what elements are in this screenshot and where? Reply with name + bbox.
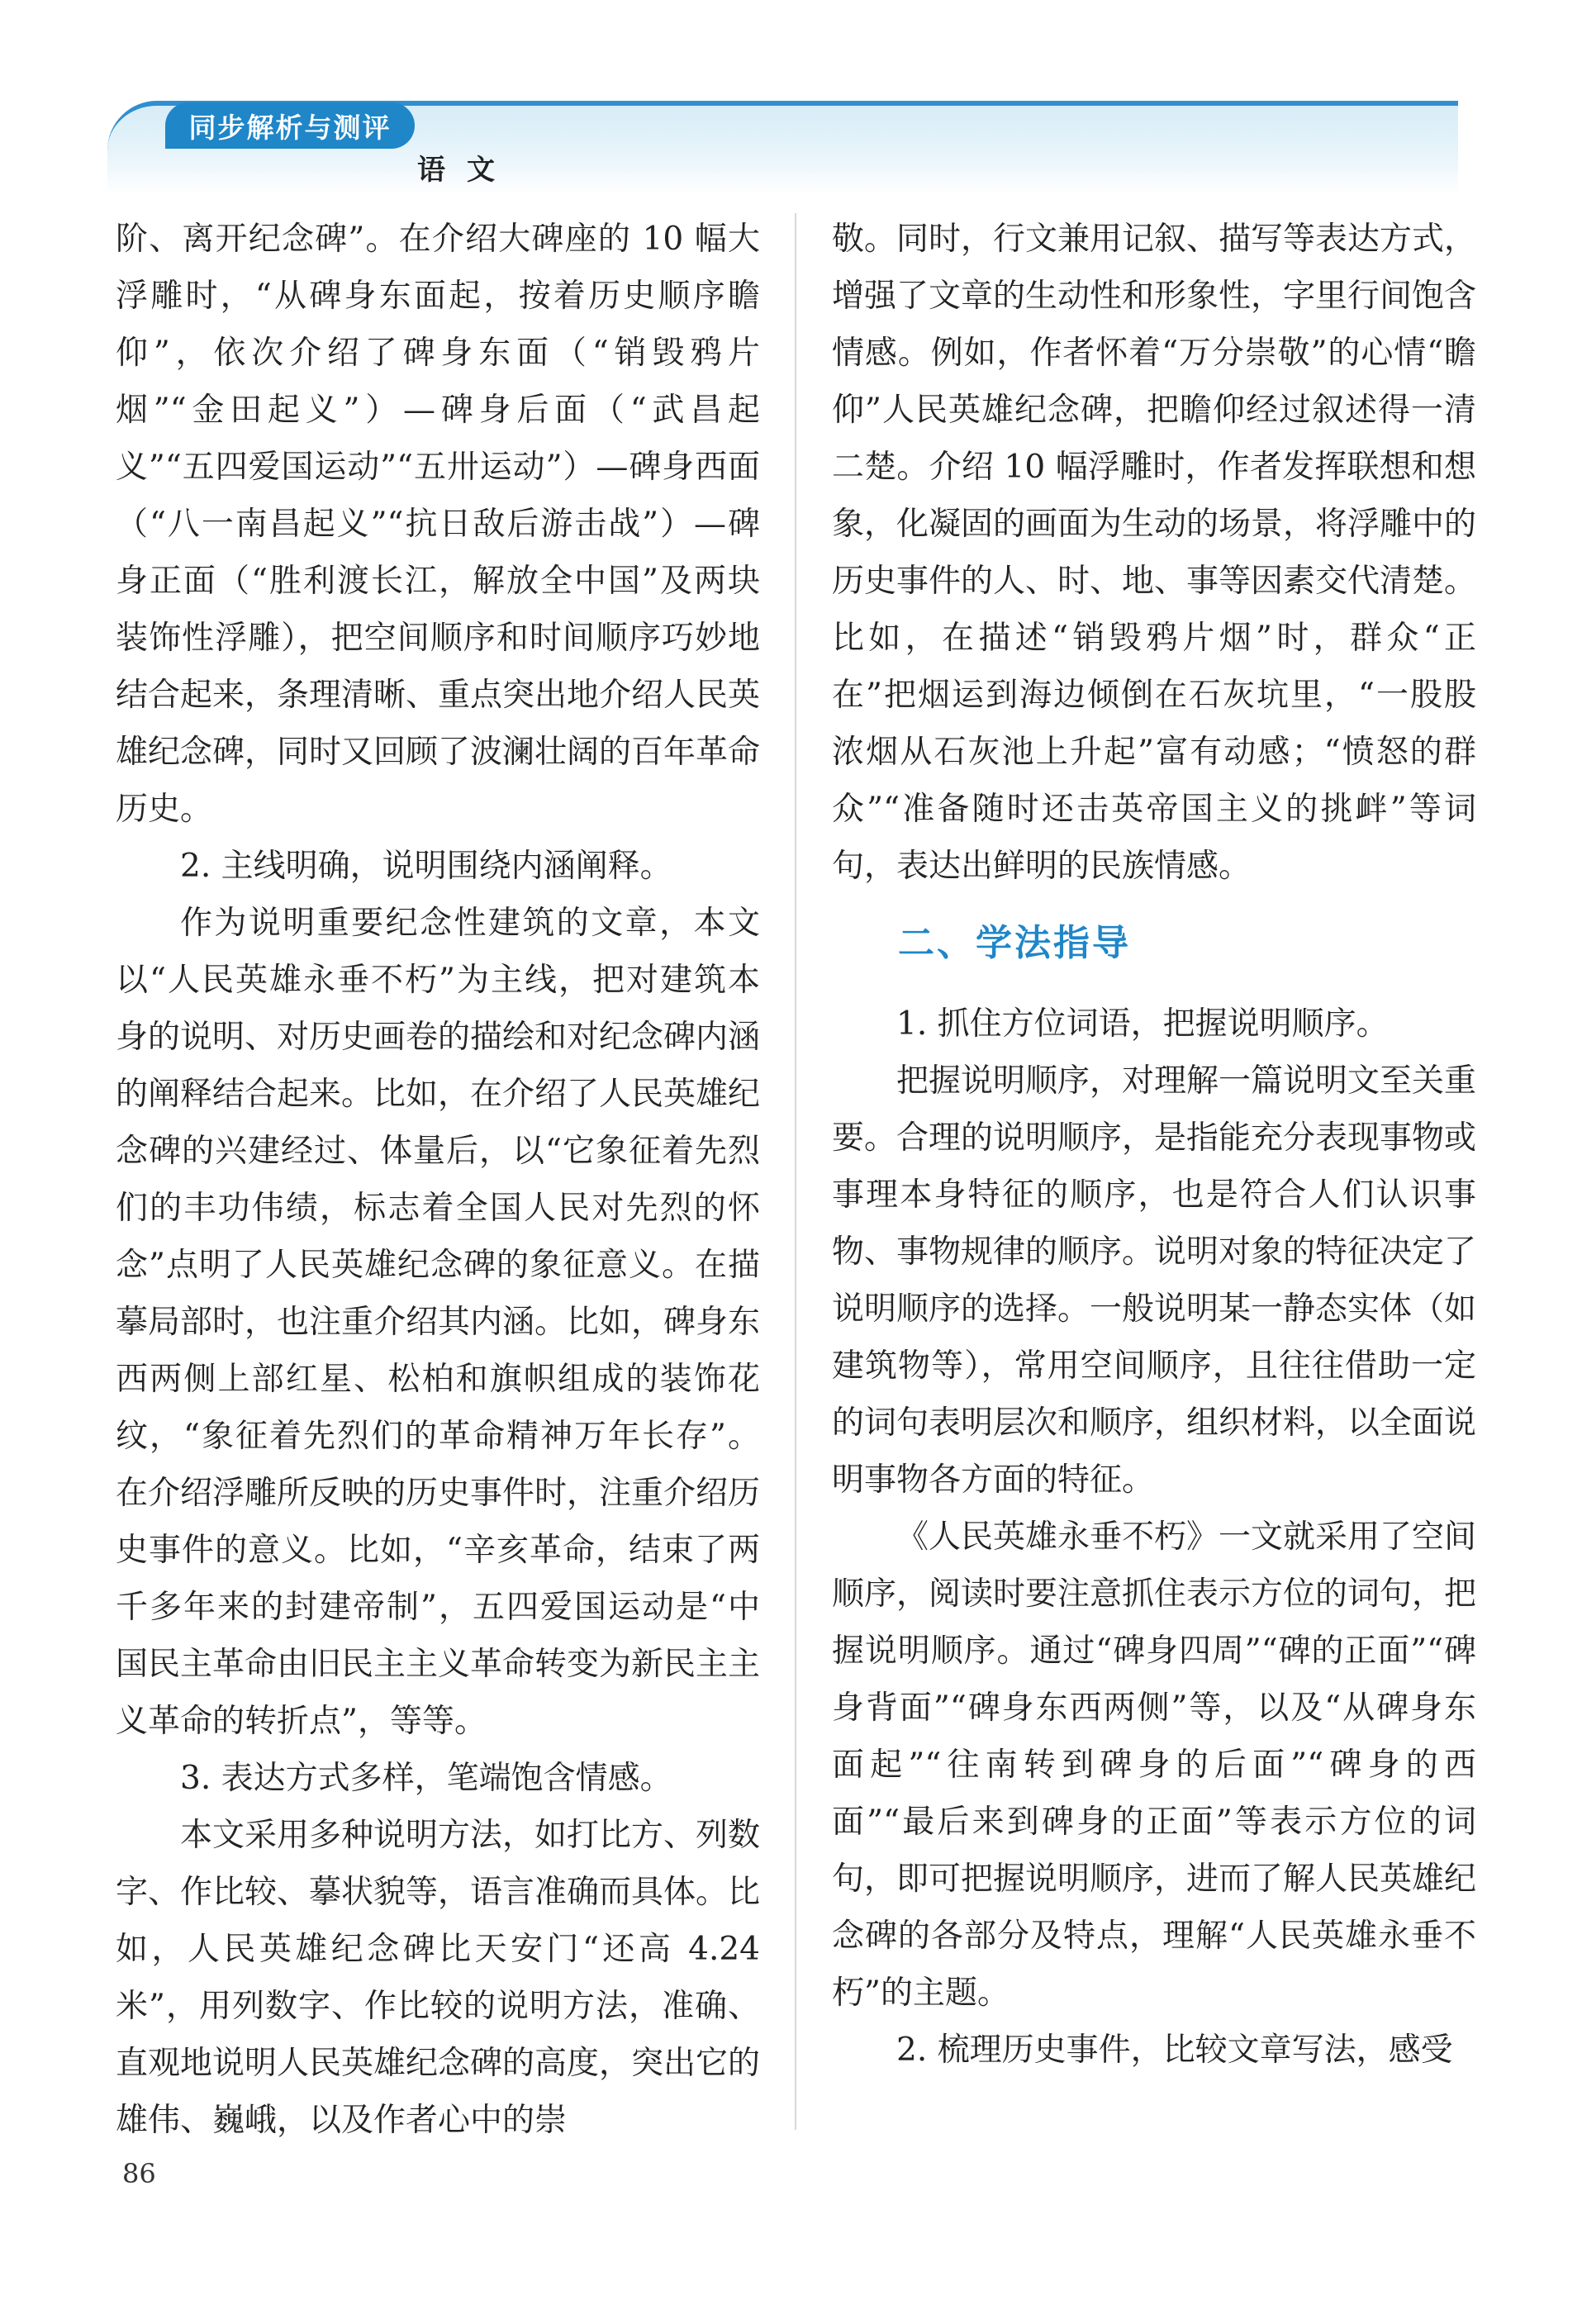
subheading: 3. 表达方式多样，笔端饱含情感。 xyxy=(180,1760,672,1797)
left-column xyxy=(116,211,760,2149)
page-number: 86 xyxy=(122,2158,156,2189)
right-column xyxy=(832,211,1476,2079)
subject-label: 语文 xyxy=(417,154,516,187)
series-title-badge: 同步解析与测评 xyxy=(165,102,415,149)
paragraph: 作为说明重要纪念性建筑的文章，本文以“人民英雄永垂不朽”为主线，把对建筑本身的说明、对历史画卷的描绘和对纪念碑内涵的阐释结合起来。比如，在介绍了人民英雄纪念碑的兴建经过、体量后，以“它象征着先烈们的丰功伟绩，标志着全国人民对先烈的怀念”点明了人民英雄纪念碑的象征意义。在描摹局部时，也注重介绍其内涵。比如，碑身东西两侧上部红星、松柏和旗帜组成的装饰花纹，“象征着先烈们的革命精神万年长存”。在介绍浮雕所反映的历史事件时，注重介绍历史事件的意义。比如，“辛亥革命，结束了两千多年来的封建帝制”，五四爱国运动是“中国民主革命由旧民主主义革命转变为新民主主义革命的转折点”，等等。 xyxy=(116,905,761,1740)
paragraph: 把握说明顺序，对理解一篇说明文至关重要。合理的说明顺序，是指能充分表现事物或事理本身特征的顺序，也是符合人们认识事物、事物规律的顺序。说明对象的特征决定了说明顺序的选择。一般说明某一静态实体（如建筑物等），常用空间顺序，且往往借助一定的词句表明层次和顺序，组织材料，以全面说明事物各方面的特征。 xyxy=(832,1062,1477,1499)
subheading: 1. 抓住方位词语，把握说明顺序。 xyxy=(896,1005,1389,1043)
paragraph: 本文采用多种说明方法，如打比方、列数字、作比较、摹状貌等，语言准确而具体。比如，人民英雄纪念碑比天安门“还高 4.24 米”，用列数字、作比较的说明方法，准确、直观地说明人民英雄纪念碑的高度，突出它的雄伟、巍峨，以及作者心中的崇 xyxy=(116,1817,761,2139)
paragraph: 《人民英雄永垂不朽》一文就采用了空间顺序，阅读时要注意抓住表示方位的词句，把握说明顺序。通过“碑身四周”“碑的正面”“碑身背面”“碑身东西两侧”等，以及“从碑身东面起”“往南转到碑身的后面”“碑身的西面”“最后来到碑身的正面”等表示方位的词句，即可把握说明顺序，进而了解人民英雄纪念碑的各部分及特点，理解“人民英雄永垂不朽”的主题。 xyxy=(832,1518,1477,2012)
paragraph: 阶、离开纪念碑”。在介绍大碑座的 10 幅大浮雕时，“从碑身东面起，按着历史顺序瞻仰”，依次介绍了碑身东面（“销毁鸦片烟”“金田起义”）—碑身后面（“武昌起义”“五四爱国运动”“五卅运动”）—碑身西面（“八一南昌起义”“抗日敌后游击战”）—碑身正面（“胜利渡长江，解放全中国”及两块装饰性浮雕），把空间顺序和时间顺序巧妙地结合起来，条理清晰、重点突出地介绍人民英雄纪念碑，同时又回顾了波澜壮阔的百年革命历史。 xyxy=(116,221,761,828)
column-divider xyxy=(795,213,796,2130)
subheading: 2. 主线明确，说明围绕内涵阐释。 xyxy=(180,848,672,885)
subheading: 2. 梳理历史事件，比较文章写法，感受 xyxy=(896,2032,1453,2069)
section-heading: 二、学法指导 xyxy=(898,922,1131,964)
paragraph: 敬。同时，行文兼用记叙、描写等表达方式，增强了文章的生动性和形象性，字里行间饱含情感。例如，作者怀着“万分崇敬”的心情“瞻仰”人民英雄纪念碑，把瞻仰经过叙述得一清二楚。介绍 10 幅浮雕时，作者发挥联想和想象，化凝固的画面为生动的场景，将浮雕中的历史事件的人、时、地、事等因素交代清楚。比如，在描述“销毁鸦片烟”时，群众“正在”把烟运到海边倾倒在石灰坑里，“一股股浓烟从石灰池上升起”富有动感；“愤怒的群众”“准备随时还击英帝国主义的挑衅”等词句，表达出鲜明的民族情感。 xyxy=(832,221,1477,885)
